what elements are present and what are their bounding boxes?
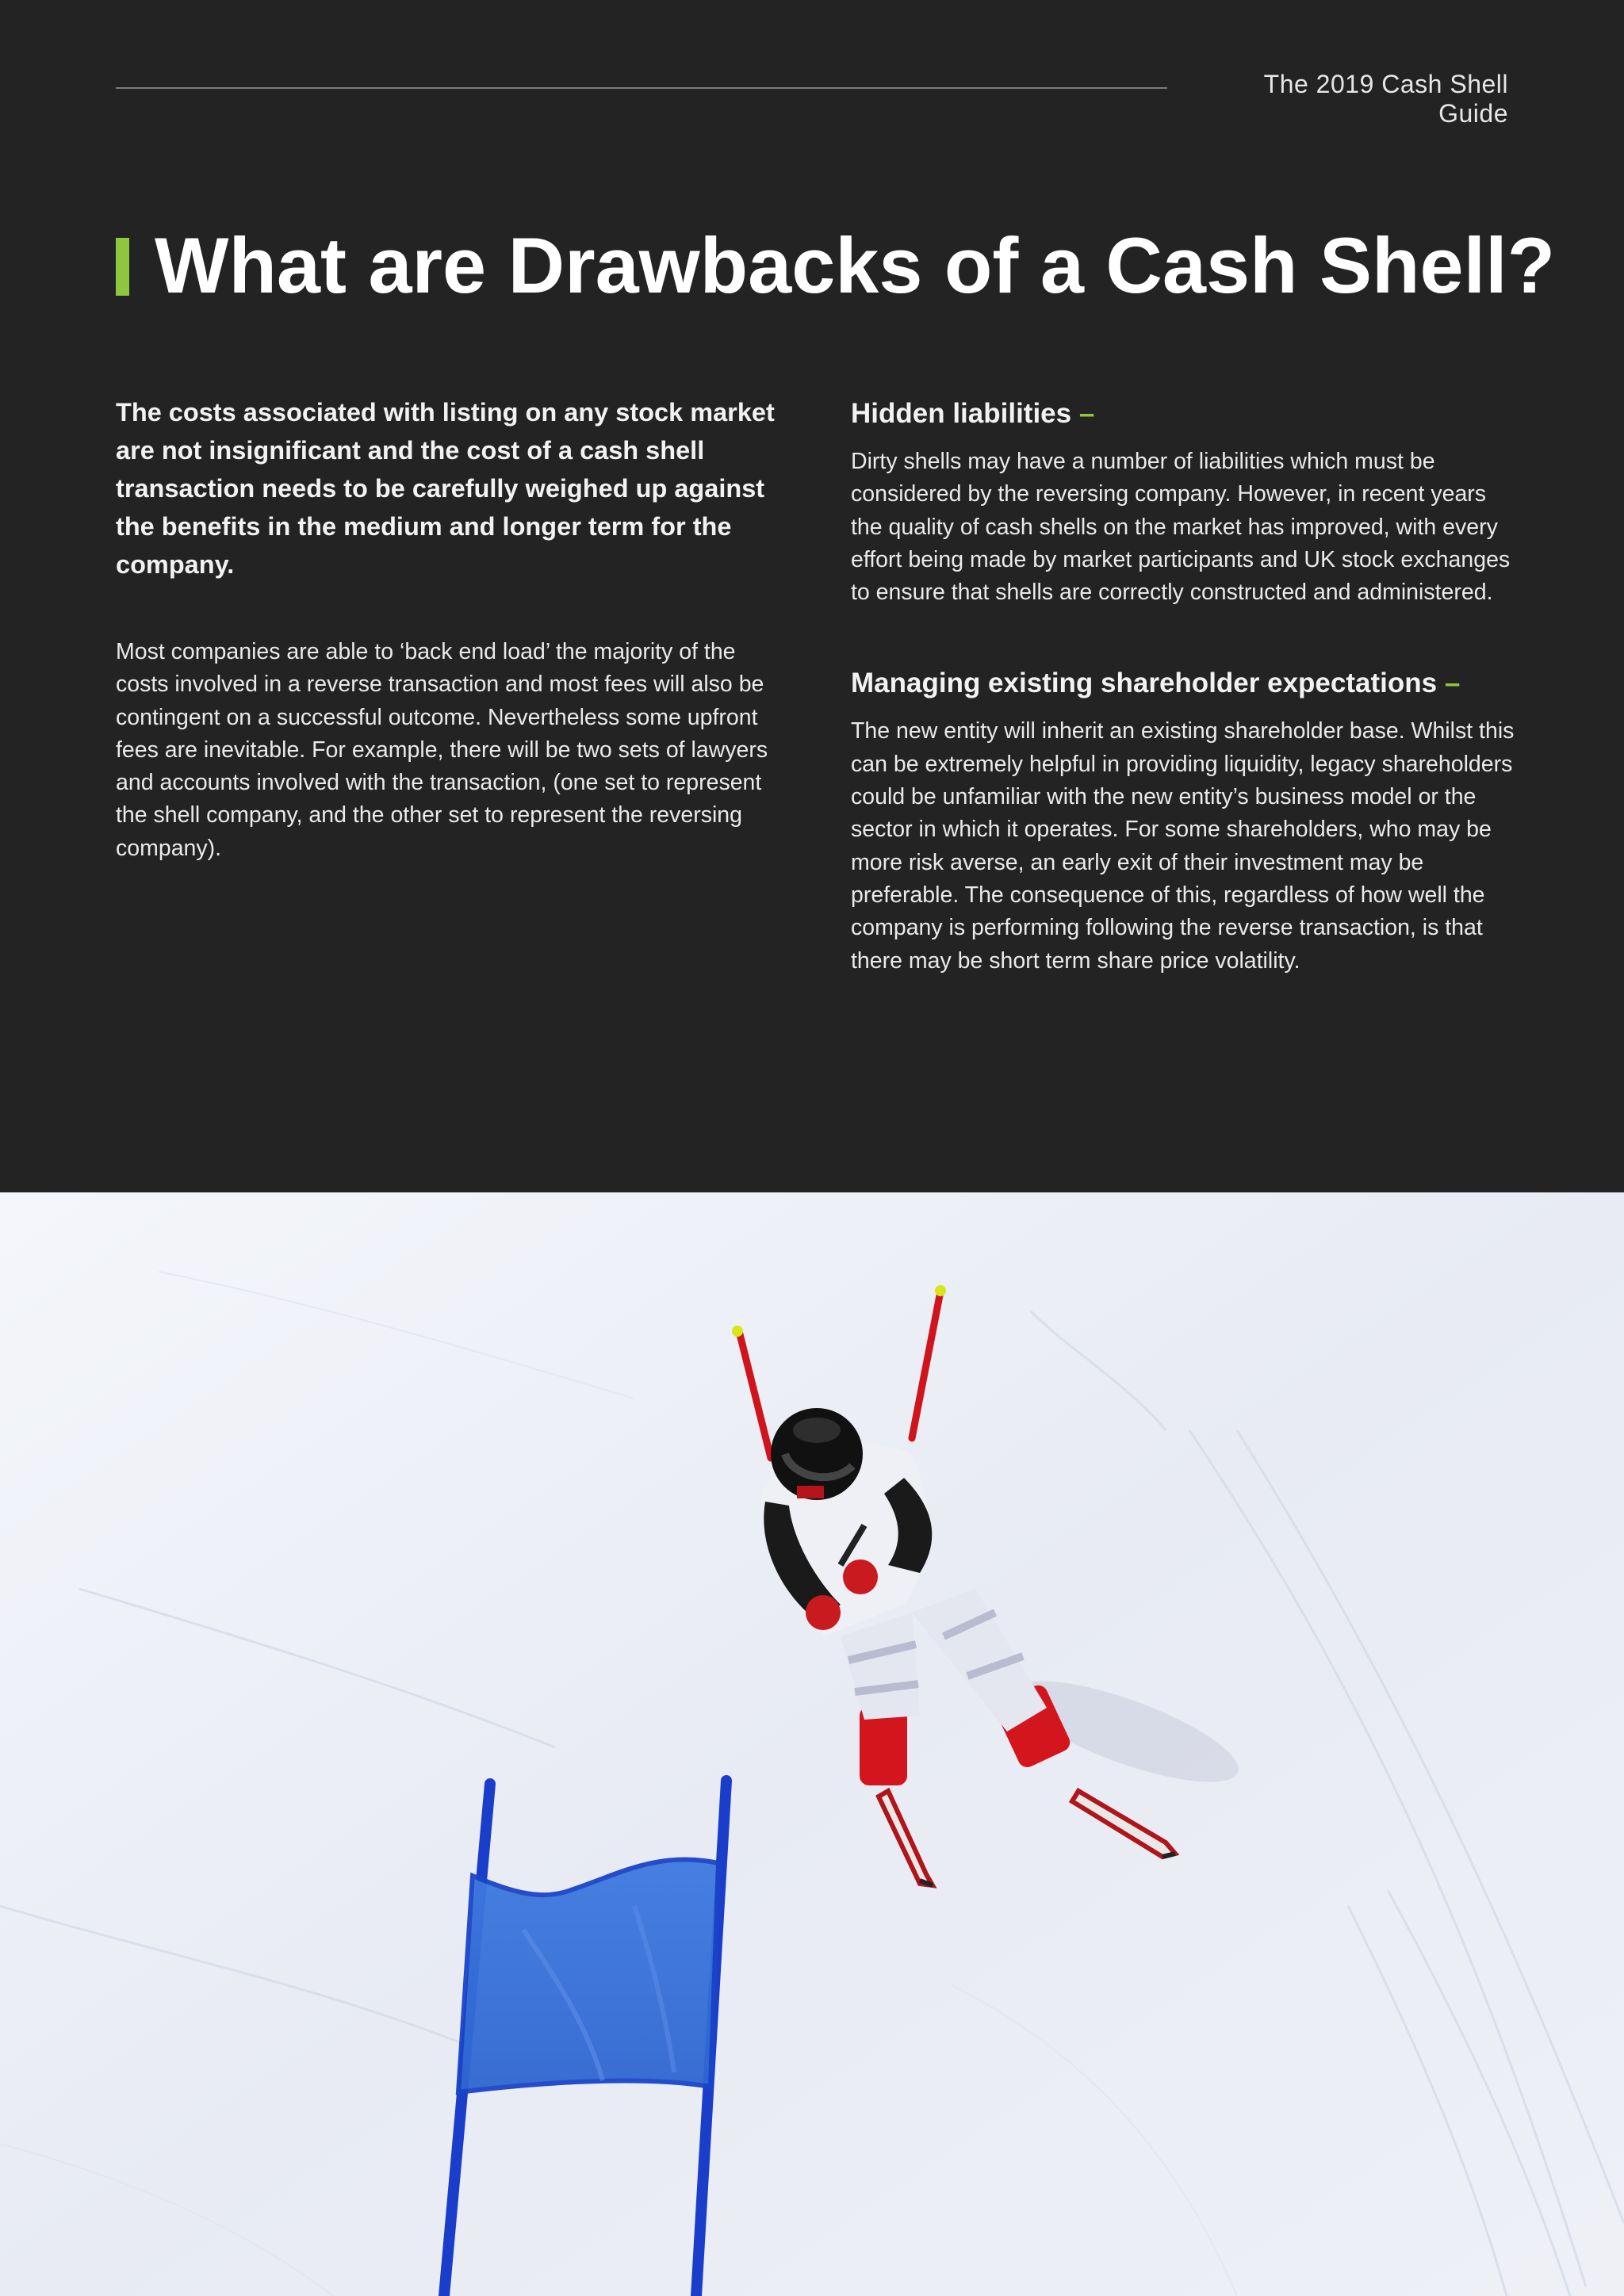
title-accent-bar [116, 238, 129, 296]
page-title: What are Drawbacks of a Cash Shell? [155, 221, 1556, 309]
section-heading-hidden-liabilities [851, 393, 1517, 434]
right-column [851, 393, 1517, 978]
section-heading-shareholder-expectations [851, 663, 1517, 704]
section-heading-text: Managing existing shareholder expectations [851, 668, 1438, 699]
lead-paragraph: The costs associated with listing on any stock market are not insignificant and the cost of a cash shell transaction needs to be carefully weighed up against the benefits in the medium and longer term for the company. [116, 398, 775, 579]
section-body-hidden-liabilities: Dirty shells may have a number of liabilities which must be considered by the reversing company. However, in recent years the quality of cash shells on the market has improved, with every effort being made by market participants and UK stock exchanges to ensure that shells are correctly constructed and administered. [851, 449, 1511, 606]
section-heading-text: Hidden liabilities [851, 398, 1072, 429]
section-body-shareholder-expectations: The new entity will inherit an existing shareholder base. Whilst this can be extremely helpful in providing liquidity, legacy shareholders could be unfamiliar with the new entity’s business model or the sector in which it operates. For some shareholders, who may be more risk averse, an early exit of their investment may be preferable. The consequence of this, regardless of how well the company is performing following the reverse transaction, is that there may be short term share price volatility. [851, 718, 1515, 974]
skier-photo [0, 1192, 1624, 2296]
guide-title: The 2019 Cash Shell Guide [1263, 70, 1508, 128]
left-column [116, 393, 782, 865]
heading-dash: – [1078, 398, 1095, 429]
heading-dash: – [1444, 668, 1461, 699]
header-rule [116, 87, 1167, 89]
body-paragraph: Most companies are able to ‘back end load’ the majority of the costs involved in a reverse transaction and most fees will also be contingent on a successful outcome. Nevertheless some upfront fees are inevitable. For example, there will be two sets of lawyers and accounts involved with the transaction, (one set to represent the shell company, and the other set to represent the reversing company). [116, 639, 768, 861]
